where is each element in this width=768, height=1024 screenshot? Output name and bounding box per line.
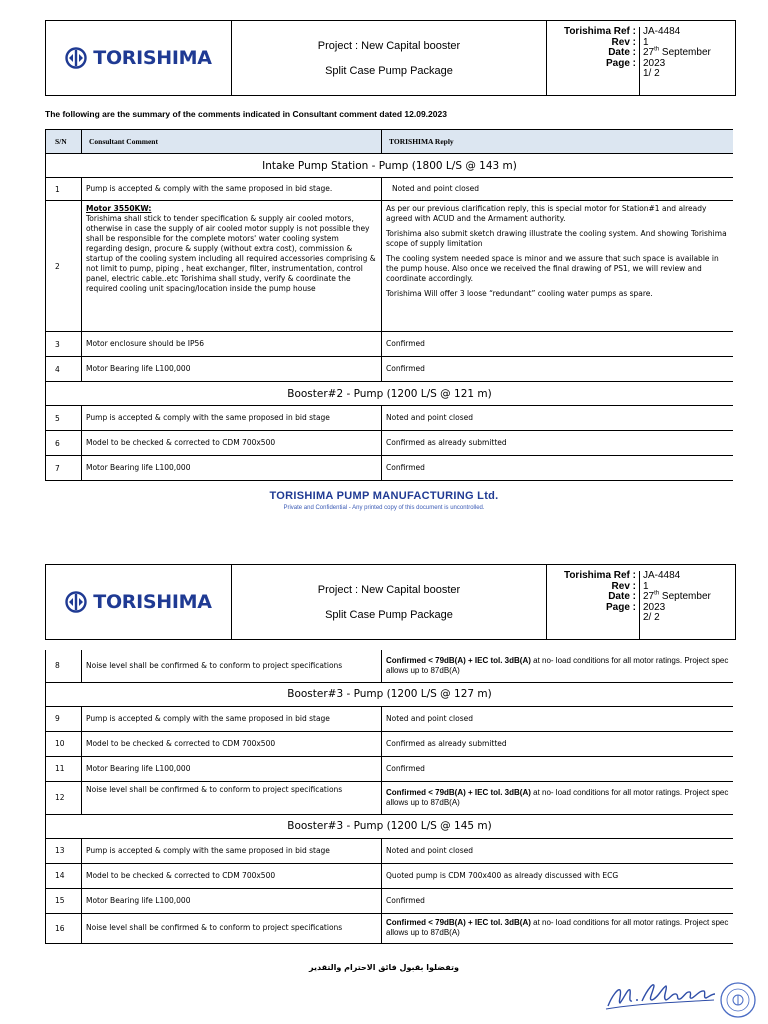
row-reply: Confirmed [382,332,734,357]
row-reply: Confirmed < 79dB(A) + IEC tol. 3dB(A) at no- load conditions for all motor ratings. Project spec allows up to 87dB(A) [382,913,734,943]
logo [46,21,232,95]
row-sn: 15 [46,888,82,913]
reference-info [547,565,735,639]
comments-table-page2 [45,650,733,944]
table-row [46,863,734,888]
table-row [46,888,734,913]
footer-company: TORISHIMA PUMP MANUFACTURING Ltd. [269,490,499,502]
table-header-row [46,130,734,154]
section-row [46,814,734,838]
row-comment: Model to be checked & corrected to CDM 700x500 [82,431,382,456]
package-line: Split Case Pump Package [325,608,453,621]
row-comment: Noise level shall be confirmed & to conform to project specifications [82,781,382,814]
section-title: Intake Pump Station - Pump (1800 L/S @ 143 m) [46,154,734,178]
project-line: Project : New Capital booster [317,39,461,52]
row-sn: 8 [46,650,82,682]
header-sn: S/N [46,130,82,154]
row-sn: 4 [46,357,82,382]
row-reply [382,201,734,332]
date-label: Date : [608,591,636,602]
project-info [232,21,547,95]
table-row [46,781,734,814]
reply-paragraph: The cooling system needed space is minor and we assure that such space is available in the pump house. Also once we received the final drawing of PS1, we will review and coordinate accordingly. [386,254,719,283]
row-comment: Noise level shall be confirmed & to conform to project specifications [82,913,382,943]
page1-footer [0,490,768,511]
rev-label: Rev : [611,36,636,48]
row-reply: Noted and point closed [382,838,734,863]
project-info [232,565,547,639]
page1-header [45,20,736,96]
signature-stamp [602,976,762,1021]
row-sn: 12 [46,781,82,814]
row-comment: Pump is accepted & comply with the same proposed in bid stage [82,706,382,731]
section-row [46,154,734,178]
row-sn: 6 [46,431,82,456]
row-sn: 1 [46,178,82,201]
row-reply: Confirmed as already submitted [382,731,734,756]
table-row [46,431,734,456]
row-sn: 14 [46,863,82,888]
row-sn: 11 [46,756,82,781]
row-sn: 13 [46,838,82,863]
row-sn: 16 [46,913,82,943]
row-reply: Confirmed < 79dB(A) + IEC tol. 3dB(A) at no- load conditions for all motor ratings. Project spec allows up to 87dB(A) [382,650,734,682]
row-reply: Confirmed [382,456,734,481]
row-comment: Motor Bearing life L100,000 [82,888,382,913]
row-comment [82,201,382,332]
row-reply: Confirmed as already submitted [382,431,734,456]
footer-notice: Private and Confidential - Any printed copy of this document is uncontrolled. [283,505,485,511]
table-row [46,731,734,756]
row-reply: Confirmed [382,756,734,781]
comment-body: Torishima shall stick to tender specification & supply air cooled motors, otherwise in case the supply of air cooled motor supply is not possible they shall be responsible for the complete motors' water cooling system regarding design, procure & supply (without extra cost), commission & startup of the cooling system including all required accessories comprising & not limit to pump, piping , heat exchanger, filter, instrumentation, control panel, electric cable..etc Torishima shall study, verify & coordinate the required cooling unit spacing/location inside the pump house [86,214,376,293]
row-sn: 7 [46,456,82,481]
table-row [46,332,734,357]
ref-label: Torishima Ref : [563,26,636,37]
row-sn: 5 [46,406,82,431]
table-row [46,838,734,863]
header-reply: TORISHIMA Reply [382,130,734,154]
section-title: Booster#3 - Pump (1200 L/S @ 145 m) [46,814,734,838]
page-value: 1/ 2 [643,68,660,79]
rev-value: 1 [643,36,649,48]
row-comment: Model to be checked & corrected to CDM 700x500 [82,731,382,756]
logo-text: TORISHIMA [93,591,212,613]
reply-paragraph: Torishima Will offer 3 loose “redundant” cooling water pumps as spare. [386,289,653,298]
header-comment: Consultant Comment [82,130,382,154]
row-comment: Pump is accepted & comply with the same proposed in bid stage [82,838,382,863]
table-row [46,913,734,943]
page2-header [45,564,736,640]
date-label: Date : [608,47,636,58]
package-line: Split Case Pump Package [325,64,453,77]
row-comment: Motor enclosure should be IP56 [82,332,382,357]
torishima-logo-icon [65,591,87,613]
closing-arabic: وتفضلوا بقبول فائق الاحترام والتقدير [309,963,459,972]
table-row [46,756,734,781]
ref-labels [553,27,636,95]
table-row [46,178,734,201]
project-line: Project : New Capital booster [317,583,461,596]
page-value: 2/ 2 [643,612,660,623]
section-title: Booster#2 - Pump (1200 L/S @ 121 m) [46,382,734,406]
rev-value: 1 [643,580,649,592]
ref-values [639,571,729,639]
ref-value: JA-4484 [643,570,681,581]
row-sn: 2 [46,201,82,332]
ref-value: JA-4484 [643,26,681,37]
date-value: 27th September 2023 [643,46,711,69]
table-row [46,357,734,382]
table-row [46,201,734,332]
row-reply: Confirmed [382,888,734,913]
torishima-logo-icon [65,47,87,69]
row-comment: Motor Bearing life L100,000 [82,756,382,781]
table-row [46,456,734,481]
row-comment: Model to be checked & corrected to CDM 700x500 [82,863,382,888]
row-sn: 3 [46,332,82,357]
ref-values [639,27,729,95]
row-reply: Confirmed < 79dB(A) + IEC tol. 3dB(A) at no- load conditions for all motor ratings. Project spec allows up to 87dB(A) [382,781,734,814]
ref-labels [553,571,636,639]
reply-paragraph: Torishima also submit sketch drawing illustrate the cooling system. And showing Torishima scope of supply limitation [386,229,727,248]
date-value: 27th September 2023 [643,590,711,613]
comments-table-page1 [45,129,733,481]
section-row [46,682,734,706]
row-comment: Motor Bearing life L100,000 [82,456,382,481]
comment-title: Motor 3550KW: [86,204,152,213]
reply-paragraph: As per our previous clarification reply, this is special motor for Station#1 and already agreed with ACUD and the Armament authority. [386,204,707,223]
row-comment: Motor Bearing life L100,000 [82,357,382,382]
section-row [46,382,734,406]
logo-text: TORISHIMA [93,47,212,69]
row-reply: Confirmed [382,357,734,382]
rev-label: Rev : [611,580,636,592]
row-comment: Pump is accepted & comply with the same proposed in bid stage. [82,178,382,201]
row-reply: Noted and point closed [382,706,734,731]
row-reply: Noted and point closed [382,406,734,431]
table-row [46,406,734,431]
page-label: Page : [605,57,636,69]
row-reply: Quoted pump is CDM 700x400 as already discussed with ECG [382,863,734,888]
row-reply: Noted and point closed [382,178,734,201]
row-sn: 9 [46,706,82,731]
reference-info [547,21,735,95]
table-row [46,706,734,731]
ref-label: Torishima Ref : [563,570,636,581]
row-comment: Noise level shall be confirmed & to conform to project specifications [82,650,382,682]
intro-text: The following are the summary of the comments indicated in Consultant comment dated 12.09.2023 [45,109,447,119]
row-comment: Pump is accepted & comply with the same proposed in bid stage [82,406,382,431]
logo [46,565,232,639]
page-label: Page : [605,601,636,613]
row-sn: 10 [46,731,82,756]
section-title: Booster#3 - Pump (1200 L/S @ 127 m) [46,682,734,706]
table-row [46,650,734,682]
